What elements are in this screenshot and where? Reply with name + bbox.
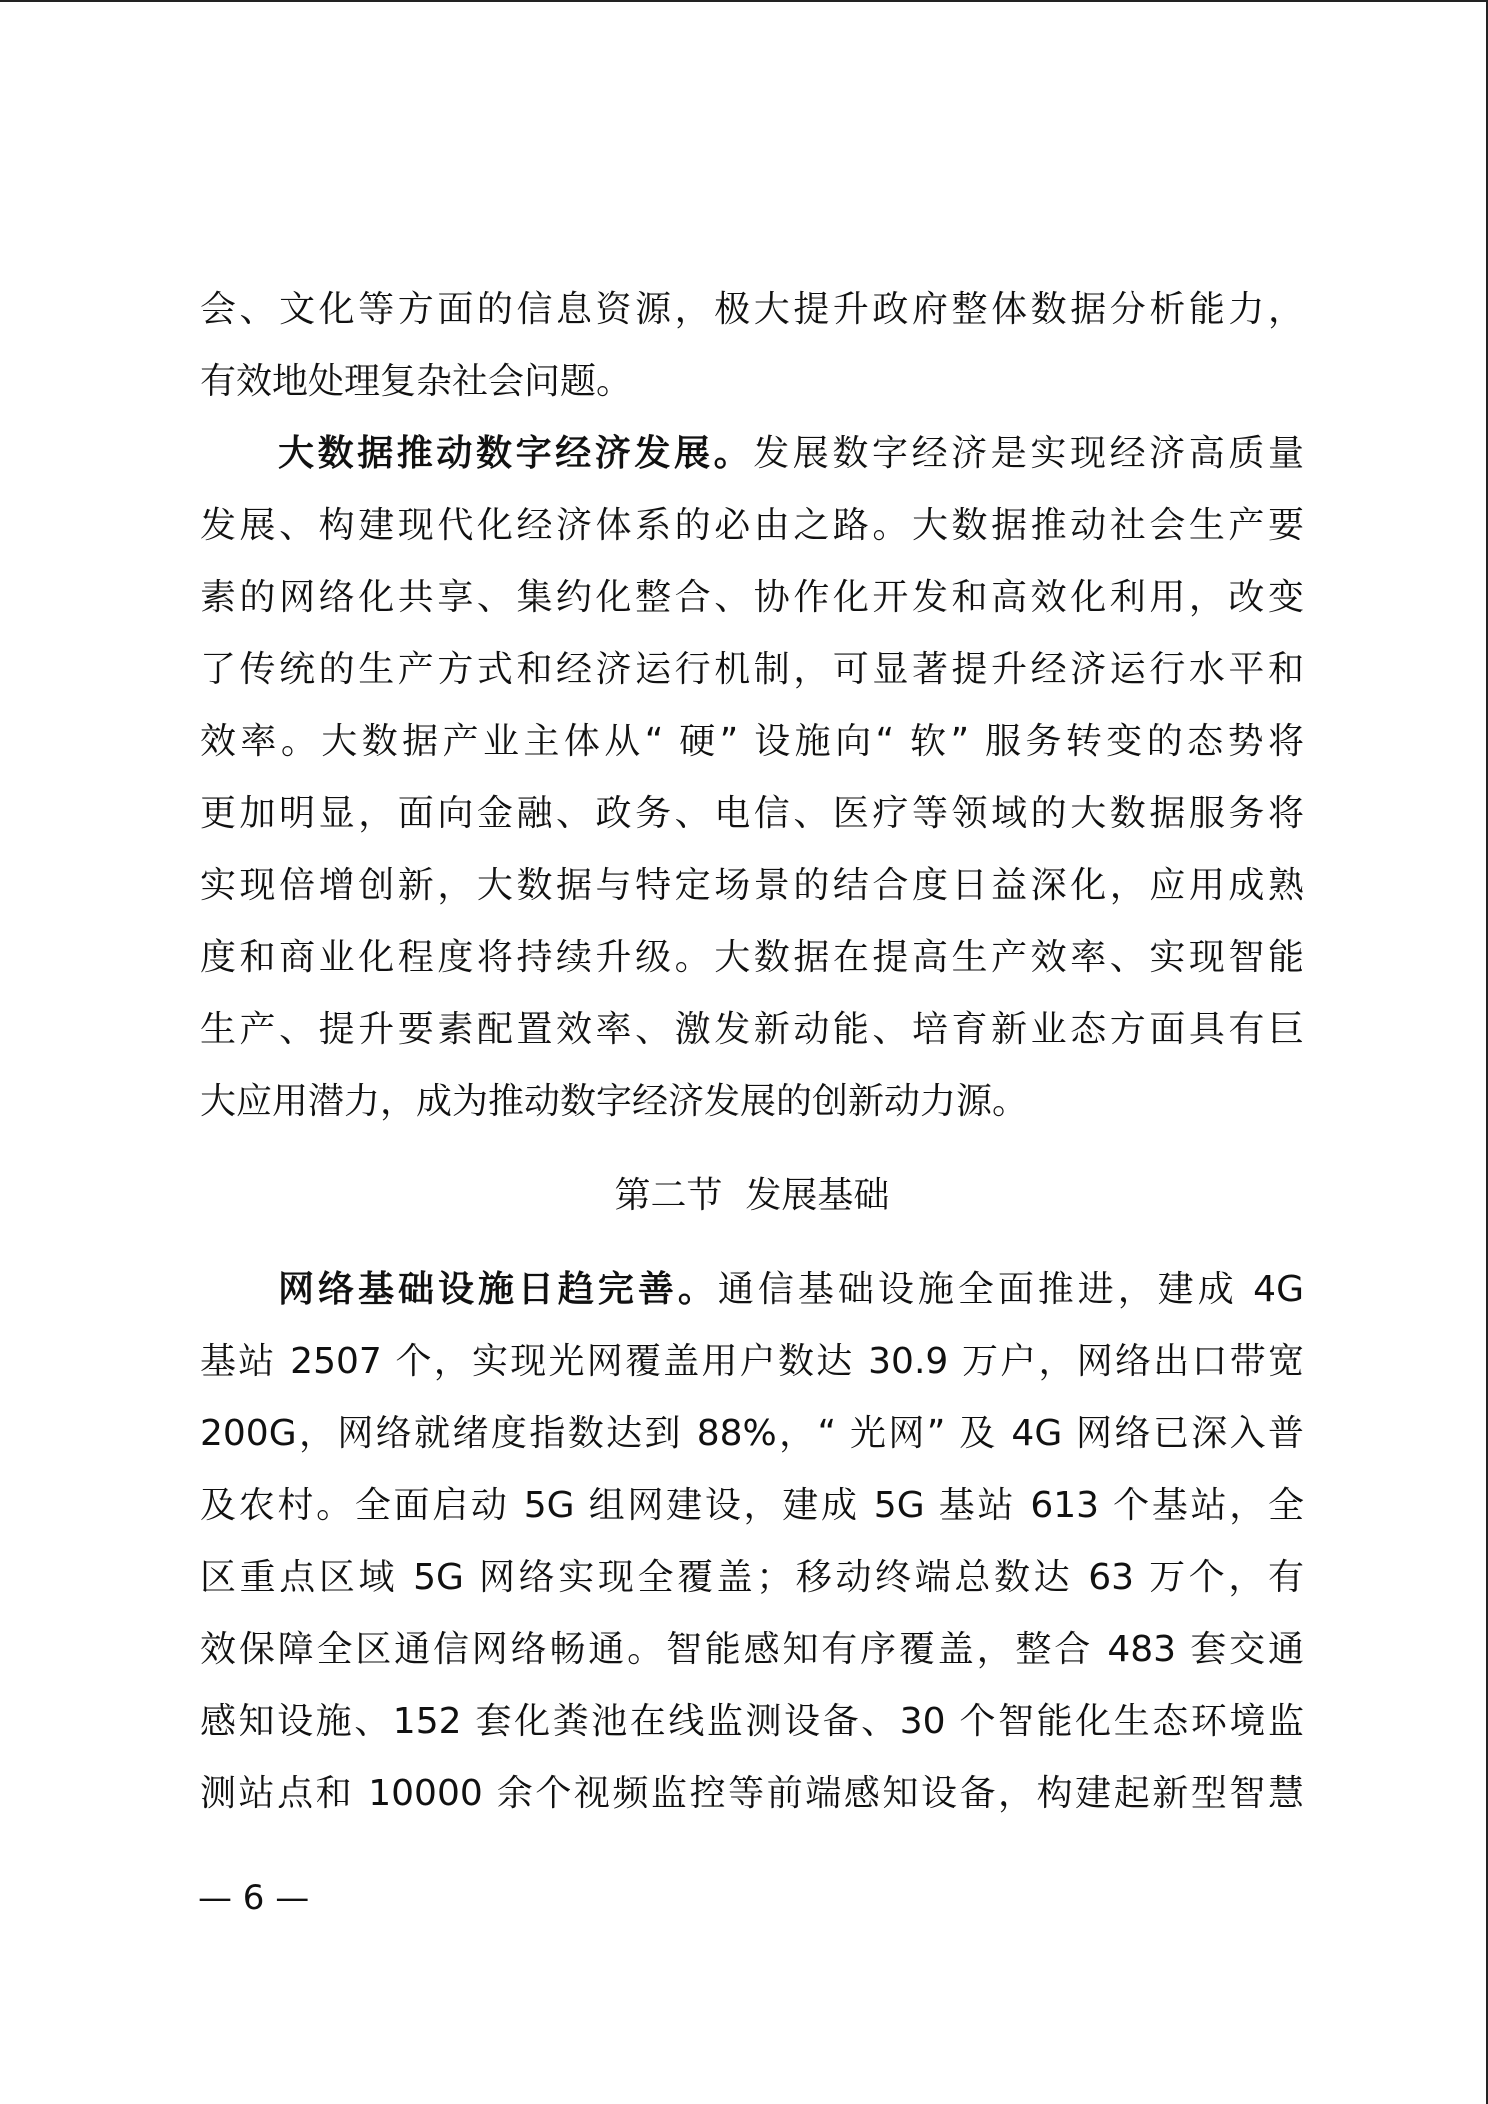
continuation-paragraph [200, 274, 1304, 418]
text-line [200, 418, 1304, 490]
text-line: 感知设施、152 套化粪池在线监测设备、30 个智能化生态环境监 [200, 1701, 1304, 1742]
text-line: 效率。大数据产业主体从“ 硬” 设施向“ 软” 服务转变的态势将 [200, 721, 1304, 762]
text-line: 及农村。全面启动 5G 组网建设，建成 5G 基站 613 个基站，全 [200, 1485, 1304, 1526]
text-line: 区重点区域 5G 网络实现全覆盖；移动终端总数达 63 万个，有 [200, 1557, 1304, 1598]
text-line: 了传统的生产方式和经济运行机制，可显著提升经济运行水平和 [200, 649, 1304, 690]
text-line: 更加明显，面向金融、政务、电信、医疗等领域的大数据服务将 [200, 793, 1304, 834]
text-run: 发展数字经济是实现经济高质量 [753, 433, 1304, 474]
text-line: 有效地处理复杂社会问题。 [200, 361, 633, 402]
text-line: 素的网络化共享、集约化整合、协作化开发和高效化利用，改变 [200, 577, 1304, 618]
text-line: 度和商业化程度将持续升级。大数据在提高生产效率、实现智能 [200, 937, 1304, 978]
text-line: 会、文化等方面的信息资源，极大提升政府整体数据分析能力， [200, 289, 1304, 330]
text-line: 发展、构建现代化经济体系的必由之路。大数据推动社会生产要 [200, 505, 1304, 546]
text-run: 通信基础设施全面推进，建成 4G [717, 1269, 1304, 1310]
text-line: 效保障全区通信网络畅通。智能感知有序覆盖，整合 483 套交通 [200, 1629, 1304, 1670]
text-line: 大应用潜力，成为推动数字经济发展的创新动力源。 [200, 1081, 1029, 1122]
text-line: 测站点和 10000 余个视频监控等前端感知设备，构建起新型智慧 [200, 1773, 1304, 1814]
text-line: 200G，网络就绪度指数达到 88%，“ 光网” 及 4G 网络已深入普 [200, 1413, 1304, 1454]
paragraph-bold-lead: 大数据推动数字经济发展。 [278, 433, 754, 474]
text-line [200, 1254, 1304, 1326]
section-heading: 第二节 发展基础 [614, 1175, 890, 1216]
paragraph-network-infrastructure [200, 1254, 1304, 1830]
paragraph-digital-economy [200, 418, 1304, 1138]
text-line: 生产、提升要素配置效率、激发新动能、培育新业态方面具有巨 [200, 1009, 1304, 1050]
paragraph-bold-lead: 网络基础设施日趋完善。 [278, 1269, 718, 1310]
document-body [200, 274, 1304, 1830]
text-line: 实现倍增创新，大数据与特定场景的结合度日益深化，应用成熟 [200, 865, 1304, 906]
text-line: 基站 2507 个，实现光网覆盖用户数达 30.9 万户，网络出口带宽 [200, 1341, 1304, 1382]
page-number: — 6 — [198, 1878, 310, 1918]
